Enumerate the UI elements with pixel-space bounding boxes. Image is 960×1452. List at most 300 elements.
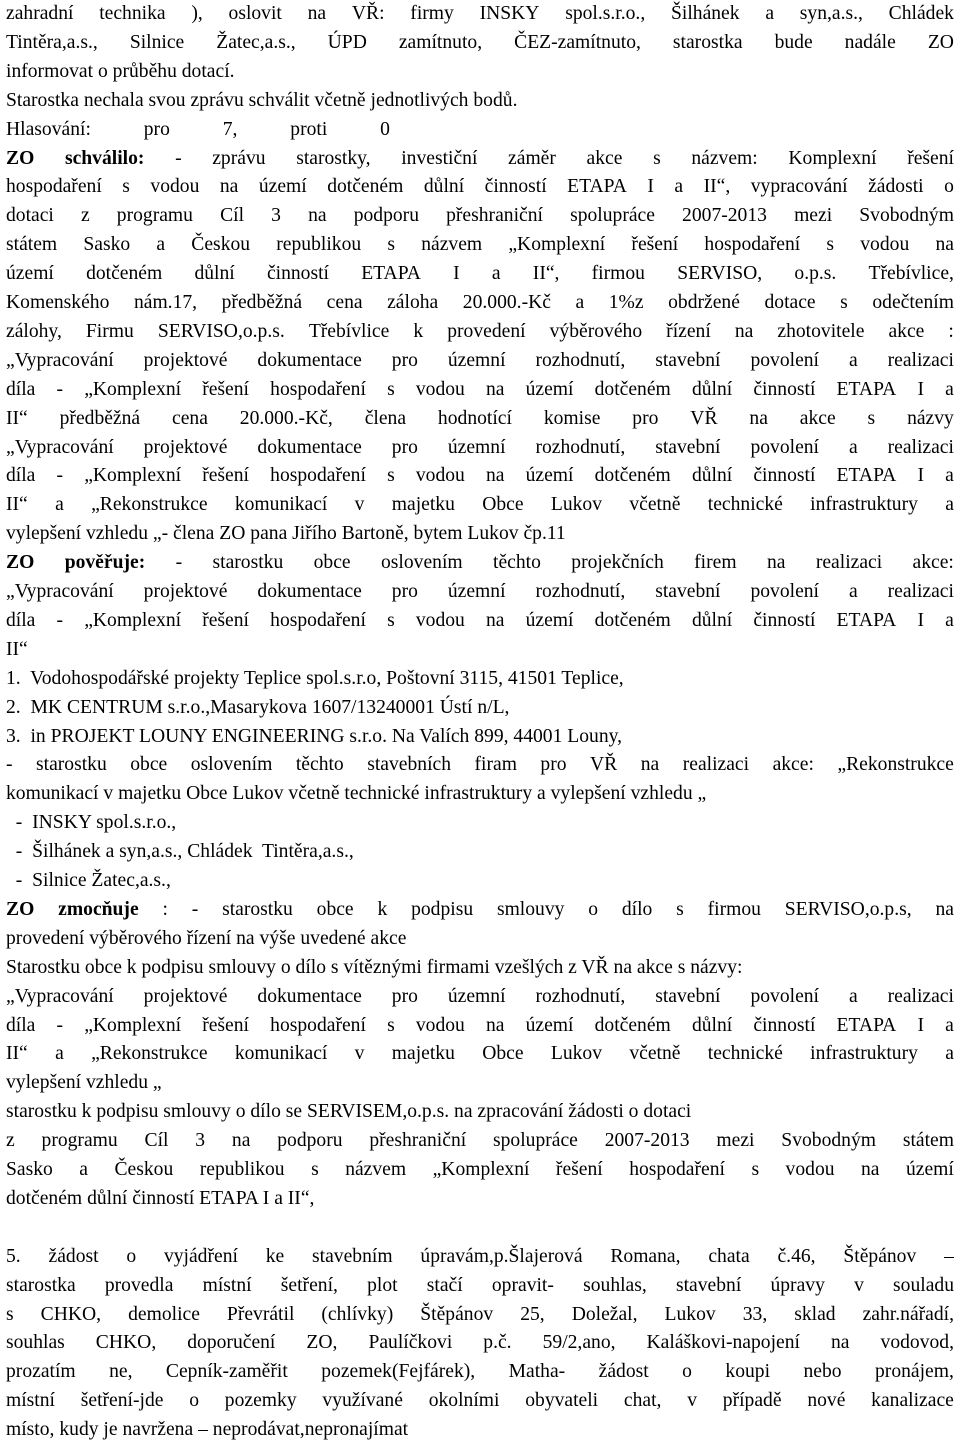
text-line: provedení výběrového řízení na výše uvedené akce xyxy=(6,927,407,949)
word: s xyxy=(653,147,661,169)
word: „Vypracování xyxy=(6,349,114,371)
word: realizaci xyxy=(887,581,954,602)
word: dotčeném xyxy=(327,176,404,198)
text-line xyxy=(6,462,954,490)
word: povolení xyxy=(750,985,820,1007)
word: pro xyxy=(143,118,170,140)
word: starostku xyxy=(222,898,293,920)
word: realizaci xyxy=(887,985,954,1007)
word: infrastruktury xyxy=(810,494,918,516)
word: Sasko xyxy=(6,1159,53,1180)
word: pro xyxy=(391,985,418,1007)
word: „Komplexní xyxy=(432,1159,530,1180)
word: obce xyxy=(313,552,351,574)
word: odečtením xyxy=(872,292,954,313)
word: „Rekonstrukce xyxy=(91,494,208,516)
word: I xyxy=(917,1014,924,1036)
word: úpravám,p.Šlajerová xyxy=(420,1245,583,1267)
word: díla xyxy=(6,609,36,631)
word: provedení xyxy=(447,320,526,342)
word: a xyxy=(848,436,858,458)
word: Kaláškovi-napojení xyxy=(646,1332,800,1354)
word: zahradní xyxy=(6,3,74,24)
word: úpravy xyxy=(770,1274,825,1296)
word: Třebívlice xyxy=(308,320,390,342)
text-line xyxy=(6,260,954,288)
word: komise xyxy=(543,407,601,429)
word: zahr.nářadí, xyxy=(862,1303,954,1325)
word: technické xyxy=(707,494,783,516)
text-line: Starostka nechala svou zprávu schválit včetně jednotlivých bodů. xyxy=(6,89,518,111)
word: rozhodnutí, xyxy=(535,436,626,458)
text-line: II“ xyxy=(6,638,28,660)
word: ZO xyxy=(927,31,954,53)
text-line xyxy=(6,1329,954,1357)
word: okolními xyxy=(428,1390,500,1412)
word: 2007-2013 xyxy=(604,1130,690,1152)
word: ke xyxy=(265,1245,285,1267)
word: „Komplexní xyxy=(508,234,606,256)
word: proti xyxy=(290,118,328,140)
word: smlouvy xyxy=(496,898,565,920)
text-line: vylepšení vzhledu „ xyxy=(6,1072,162,1094)
word: na xyxy=(485,378,505,400)
text-line xyxy=(6,1387,954,1415)
word: a xyxy=(848,985,858,1007)
word: projektové xyxy=(143,436,228,458)
word: Lukov xyxy=(550,1043,603,1065)
word: názvem xyxy=(421,234,483,256)
word: s xyxy=(387,1014,395,1036)
word: nadále xyxy=(844,31,896,53)
word: VŘ: xyxy=(351,3,385,24)
word: pro xyxy=(391,581,418,602)
word: Lukov xyxy=(664,1303,716,1325)
text-line xyxy=(6,145,954,173)
word: realizaci xyxy=(815,552,883,574)
word: hospodaření xyxy=(270,465,366,487)
word: Převrátil xyxy=(226,1303,295,1325)
word: ETAPA xyxy=(836,1014,897,1036)
word: : xyxy=(948,320,954,342)
word: akce xyxy=(888,320,925,342)
word: starostku xyxy=(36,754,107,776)
text-line xyxy=(6,578,954,606)
word: řízení xyxy=(666,320,711,342)
word: rozhodnutí, xyxy=(535,349,626,371)
word: Doležal, xyxy=(571,1303,638,1325)
word: důlní xyxy=(691,1014,733,1036)
word: území xyxy=(258,176,307,198)
word: území xyxy=(905,1159,954,1180)
word: k xyxy=(377,898,388,920)
word: 20.000.-Kč, xyxy=(239,407,333,429)
word: (chlívky) xyxy=(321,1303,394,1325)
word: stavební xyxy=(675,1274,742,1296)
word: Komplexní xyxy=(788,147,877,169)
word: území xyxy=(525,465,574,487)
text-line: - Šilhánek a syn,a.s., Chládek Tintěra,a.s., xyxy=(6,841,354,863)
word: dokumentace xyxy=(257,985,362,1007)
word: územní xyxy=(447,985,506,1007)
text-line xyxy=(6,1301,954,1329)
word: Cíl xyxy=(220,205,245,227)
word: na xyxy=(640,754,660,776)
word: činností xyxy=(753,609,816,631)
text-line: 3. in PROJEKT LOUNY ENGINEERING s.r.o. Na Valích 899, 44001 Louny, xyxy=(6,725,623,747)
word: Šilhánek xyxy=(670,3,740,24)
word: činností xyxy=(484,176,547,198)
word: důlní xyxy=(194,263,235,285)
word: řešení xyxy=(631,234,679,256)
word: souhlas xyxy=(6,1332,65,1354)
text-line: vylepšení vzhledu „- člena ZO pana Jiřího Bartoně, bytem Lukov čp.11 xyxy=(6,523,566,545)
word: komunikací xyxy=(234,494,328,516)
word: důlní xyxy=(691,378,733,400)
word: 5. xyxy=(6,1245,21,1267)
word: Obce xyxy=(482,494,524,516)
word: II“, xyxy=(703,176,731,198)
word: dotčeném xyxy=(594,1014,671,1036)
word: hospodaření xyxy=(270,1014,366,1036)
word: II“ xyxy=(6,1043,28,1065)
word: oslovením xyxy=(381,552,463,574)
word: vodou xyxy=(415,609,465,631)
word: na xyxy=(231,1130,251,1152)
word: s xyxy=(311,1159,319,1180)
word: I xyxy=(453,263,460,285)
word: záloha xyxy=(387,292,439,313)
word: 20.000.-Kč xyxy=(462,292,551,313)
text-line xyxy=(6,1243,954,1271)
word: majetku xyxy=(391,1043,455,1065)
word: hospodaření xyxy=(704,234,801,256)
word: a xyxy=(55,1043,64,1065)
word: „Komplexní xyxy=(84,1014,182,1036)
word: stavební xyxy=(655,349,721,371)
word: mezi xyxy=(794,205,833,227)
word: zamítnuto, xyxy=(398,31,483,53)
word: hospodaření xyxy=(270,609,366,631)
word: vodou xyxy=(415,1014,465,1036)
word: stačí xyxy=(426,1274,463,1296)
word: pronájem, xyxy=(875,1361,954,1383)
word: pro xyxy=(632,407,659,429)
word: názvem xyxy=(345,1159,407,1180)
word: povolení xyxy=(750,436,820,458)
text-line: 1. Vodohospodářské projekty Teplice spol.s.r.o, Poštovní 3115, 41501 Teplice, xyxy=(6,667,624,689)
word: ZO xyxy=(6,898,35,920)
word: CHKO, xyxy=(40,1303,102,1325)
word: souhlas, xyxy=(583,1274,647,1296)
word: pro xyxy=(391,349,418,371)
word: starostka xyxy=(6,1274,76,1296)
word: předběžná xyxy=(59,407,141,429)
word: schválilo: xyxy=(64,147,145,169)
word: ETAPA xyxy=(567,176,627,198)
word: na xyxy=(307,3,327,24)
word: s xyxy=(387,609,395,631)
word: dokumentace xyxy=(257,349,362,371)
text-line xyxy=(6,116,390,144)
word: projektové xyxy=(143,349,228,371)
word: s xyxy=(751,1159,760,1180)
word: ), xyxy=(191,3,203,24)
word: územní xyxy=(447,436,506,458)
word: INSKY xyxy=(479,3,540,24)
word: doporučení xyxy=(187,1332,276,1354)
word: majetku xyxy=(391,494,455,516)
word: stavebním xyxy=(312,1245,393,1267)
word: mezi xyxy=(716,1130,755,1152)
word: na xyxy=(935,234,954,256)
word: územní xyxy=(447,581,506,602)
word: šetření, xyxy=(280,1274,338,1296)
word: činností xyxy=(753,465,816,487)
text-line xyxy=(6,376,954,404)
word: ÚPD xyxy=(327,31,367,53)
word: 7, xyxy=(222,118,238,140)
word: Romana, xyxy=(610,1245,681,1267)
word: žádost xyxy=(48,1245,99,1267)
word: dotčeném xyxy=(86,263,163,285)
word: kanalizace xyxy=(871,1390,954,1412)
word: Silnice xyxy=(129,31,185,53)
word: 1%z xyxy=(608,292,644,313)
word: dokumentace xyxy=(257,581,362,602)
text-line: 2. MK CENTRUM s.r.o.,Masarykova 1607/13240001 Ústí n/L, xyxy=(6,696,510,718)
text-line xyxy=(6,347,954,375)
word: s xyxy=(387,234,396,256)
word: na xyxy=(734,320,754,342)
word: názvy xyxy=(907,407,954,429)
word: opravit- xyxy=(491,1274,554,1296)
word: VŘ xyxy=(590,754,618,776)
word: dokumentace xyxy=(257,436,362,458)
word: – xyxy=(944,1245,954,1267)
text-line xyxy=(6,1156,954,1184)
word: vyjádření xyxy=(163,1245,238,1267)
word: Hlasování: xyxy=(6,118,91,140)
word: o xyxy=(126,1245,137,1267)
word: ETAPA xyxy=(361,263,421,285)
word: cena xyxy=(172,407,208,429)
word: stavební xyxy=(655,985,721,1007)
text-line xyxy=(6,607,954,635)
word: o xyxy=(944,176,954,198)
text-line xyxy=(6,434,954,462)
word: - xyxy=(6,754,13,776)
word: projektové xyxy=(143,581,228,602)
word: chata xyxy=(708,1245,750,1267)
word: Sasko xyxy=(83,234,131,256)
word: Obce xyxy=(482,1043,524,1065)
word: p.č. xyxy=(483,1332,512,1354)
text-line xyxy=(6,173,954,201)
word: podpisu xyxy=(411,898,474,920)
word: Chládek xyxy=(888,3,954,24)
word: důlní xyxy=(691,609,733,631)
word: I xyxy=(917,465,924,487)
word: z xyxy=(6,1130,15,1152)
word: těchto xyxy=(295,754,344,776)
word: Cepník-zaměřit xyxy=(165,1361,288,1383)
word: obyvateli xyxy=(525,1390,599,1412)
word: v xyxy=(854,1274,864,1296)
word: Štěpánov xyxy=(420,1303,494,1325)
text-line xyxy=(6,0,954,28)
word: dotace xyxy=(764,292,816,313)
word: žádosti xyxy=(868,176,924,198)
word: stavebních xyxy=(367,754,452,776)
word: a xyxy=(491,263,501,285)
word: řešení xyxy=(202,609,249,631)
word: hospodaření xyxy=(6,176,102,198)
word: o xyxy=(588,898,599,920)
word: dotčeném xyxy=(594,465,671,487)
word: Svobodným xyxy=(859,205,954,227)
word: činností xyxy=(266,263,329,285)
word: důlní xyxy=(423,176,465,198)
word: ČEZ-zamítnuto, xyxy=(514,31,641,53)
word: a xyxy=(156,234,166,256)
text-line xyxy=(6,1358,954,1386)
word: Tintěra,a.s., xyxy=(6,31,98,53)
word: nebo xyxy=(803,1361,842,1383)
word: díla xyxy=(6,465,36,487)
word: a xyxy=(945,1014,954,1036)
word: spolupráce xyxy=(493,1130,578,1152)
text-line xyxy=(6,1272,954,1300)
word: na xyxy=(485,1014,505,1036)
word: dotčeném xyxy=(594,378,671,400)
word: „Komplexní xyxy=(84,378,182,400)
word: k xyxy=(413,320,424,342)
word: v xyxy=(354,1043,365,1065)
word: na xyxy=(219,176,239,198)
word: II“ xyxy=(6,407,28,429)
word: I xyxy=(917,378,924,400)
word: výběrového xyxy=(549,320,643,342)
word: s xyxy=(826,234,835,256)
word: starostku xyxy=(212,552,284,574)
word: 3 xyxy=(271,205,281,227)
word: pozemek(Fejfárek), xyxy=(321,1361,476,1383)
word: č.46, xyxy=(777,1245,816,1267)
word: přeshraniční xyxy=(369,1130,467,1152)
word: dotčeném xyxy=(594,609,671,631)
word: „Vypracování xyxy=(6,436,114,458)
word: nové xyxy=(807,1390,846,1412)
text-line: - Silnice Žatec,a.s., xyxy=(6,870,171,891)
word: pro xyxy=(391,436,418,458)
word: díla xyxy=(6,1014,36,1036)
word: s xyxy=(122,176,130,198)
word: akce: xyxy=(772,754,814,776)
word: činností xyxy=(753,1014,816,1036)
word: Paulíčkovi xyxy=(368,1332,453,1354)
text-line xyxy=(6,231,954,259)
word: 59/2,ano, xyxy=(542,1332,616,1354)
word: vodovod, xyxy=(880,1332,954,1354)
word: na xyxy=(861,1159,880,1180)
word: Svobodným xyxy=(781,1130,877,1152)
text-line: starostku k podpisu smlouvy o dílo se SERVISEM,o.p.s. na zpracování žádosti o dotaci xyxy=(6,1101,692,1123)
word: : xyxy=(162,898,168,920)
word: 25, xyxy=(520,1303,545,1325)
text-line: Starostku obce k podpisu smlouvy o dílo s vítěznými firmami vzešlých z VŘ na akce s názvy: xyxy=(6,956,743,978)
word: a xyxy=(945,1043,954,1065)
word: prozatím xyxy=(6,1361,76,1383)
word: území xyxy=(525,609,574,631)
word: stavební xyxy=(655,581,721,602)
word: spol.s.r.o., xyxy=(565,3,646,24)
word: oslovením xyxy=(190,754,273,776)
word: území xyxy=(525,378,574,400)
word: komunikací xyxy=(234,1043,328,1065)
word: v xyxy=(687,1390,698,1412)
word: místní xyxy=(202,1274,252,1296)
word: územní xyxy=(447,349,506,371)
word: 33, xyxy=(742,1303,768,1325)
word: a xyxy=(848,349,858,371)
word: realizaci xyxy=(682,754,750,776)
word: podporu xyxy=(353,205,419,227)
word: a xyxy=(79,1159,88,1180)
word: Štěpánov xyxy=(843,1245,917,1267)
word: Českou xyxy=(114,1159,174,1180)
word: těchto xyxy=(493,552,541,574)
word: starostka xyxy=(672,31,743,53)
word: II“ xyxy=(6,494,28,516)
word: řešení xyxy=(202,465,249,487)
word: projektové xyxy=(143,985,228,1007)
word: Cíl xyxy=(144,1130,169,1152)
word: „Rekonstrukce xyxy=(91,1043,208,1065)
text-line: místo, kudy je navržena – neprodávat,nepronajímat xyxy=(6,1419,409,1441)
word: řešení xyxy=(907,147,954,169)
word: 0 xyxy=(380,118,390,140)
word: - xyxy=(191,898,199,920)
text-line: dotčeném důlní činností ETAPA I a II“, xyxy=(6,1187,315,1209)
word: ETAPA xyxy=(836,378,897,400)
word: a xyxy=(945,609,954,631)
word: v xyxy=(354,494,365,516)
word: hodnotící xyxy=(437,407,512,429)
word: zmocňuje xyxy=(58,898,139,920)
word: nám.17, xyxy=(133,292,198,313)
word: a xyxy=(945,378,954,400)
word: obdržené xyxy=(668,292,740,313)
word: programu xyxy=(116,205,193,227)
word: starostky, xyxy=(296,147,371,169)
word: - xyxy=(56,465,64,487)
word: vodou xyxy=(415,378,465,400)
word: stavební xyxy=(655,436,721,458)
word: Žatec,a.s., xyxy=(216,31,296,53)
text-line xyxy=(6,549,954,577)
word: vodou xyxy=(415,465,465,487)
word: s xyxy=(676,898,684,920)
word: přeshraniční xyxy=(446,205,543,227)
word: využívané xyxy=(322,1390,403,1412)
word: pověřuje: xyxy=(64,552,146,574)
word: firmou xyxy=(707,898,761,920)
word: technické xyxy=(707,1043,783,1065)
text-line xyxy=(6,1214,954,1242)
word: území xyxy=(6,263,54,285)
word: akce xyxy=(799,407,836,429)
